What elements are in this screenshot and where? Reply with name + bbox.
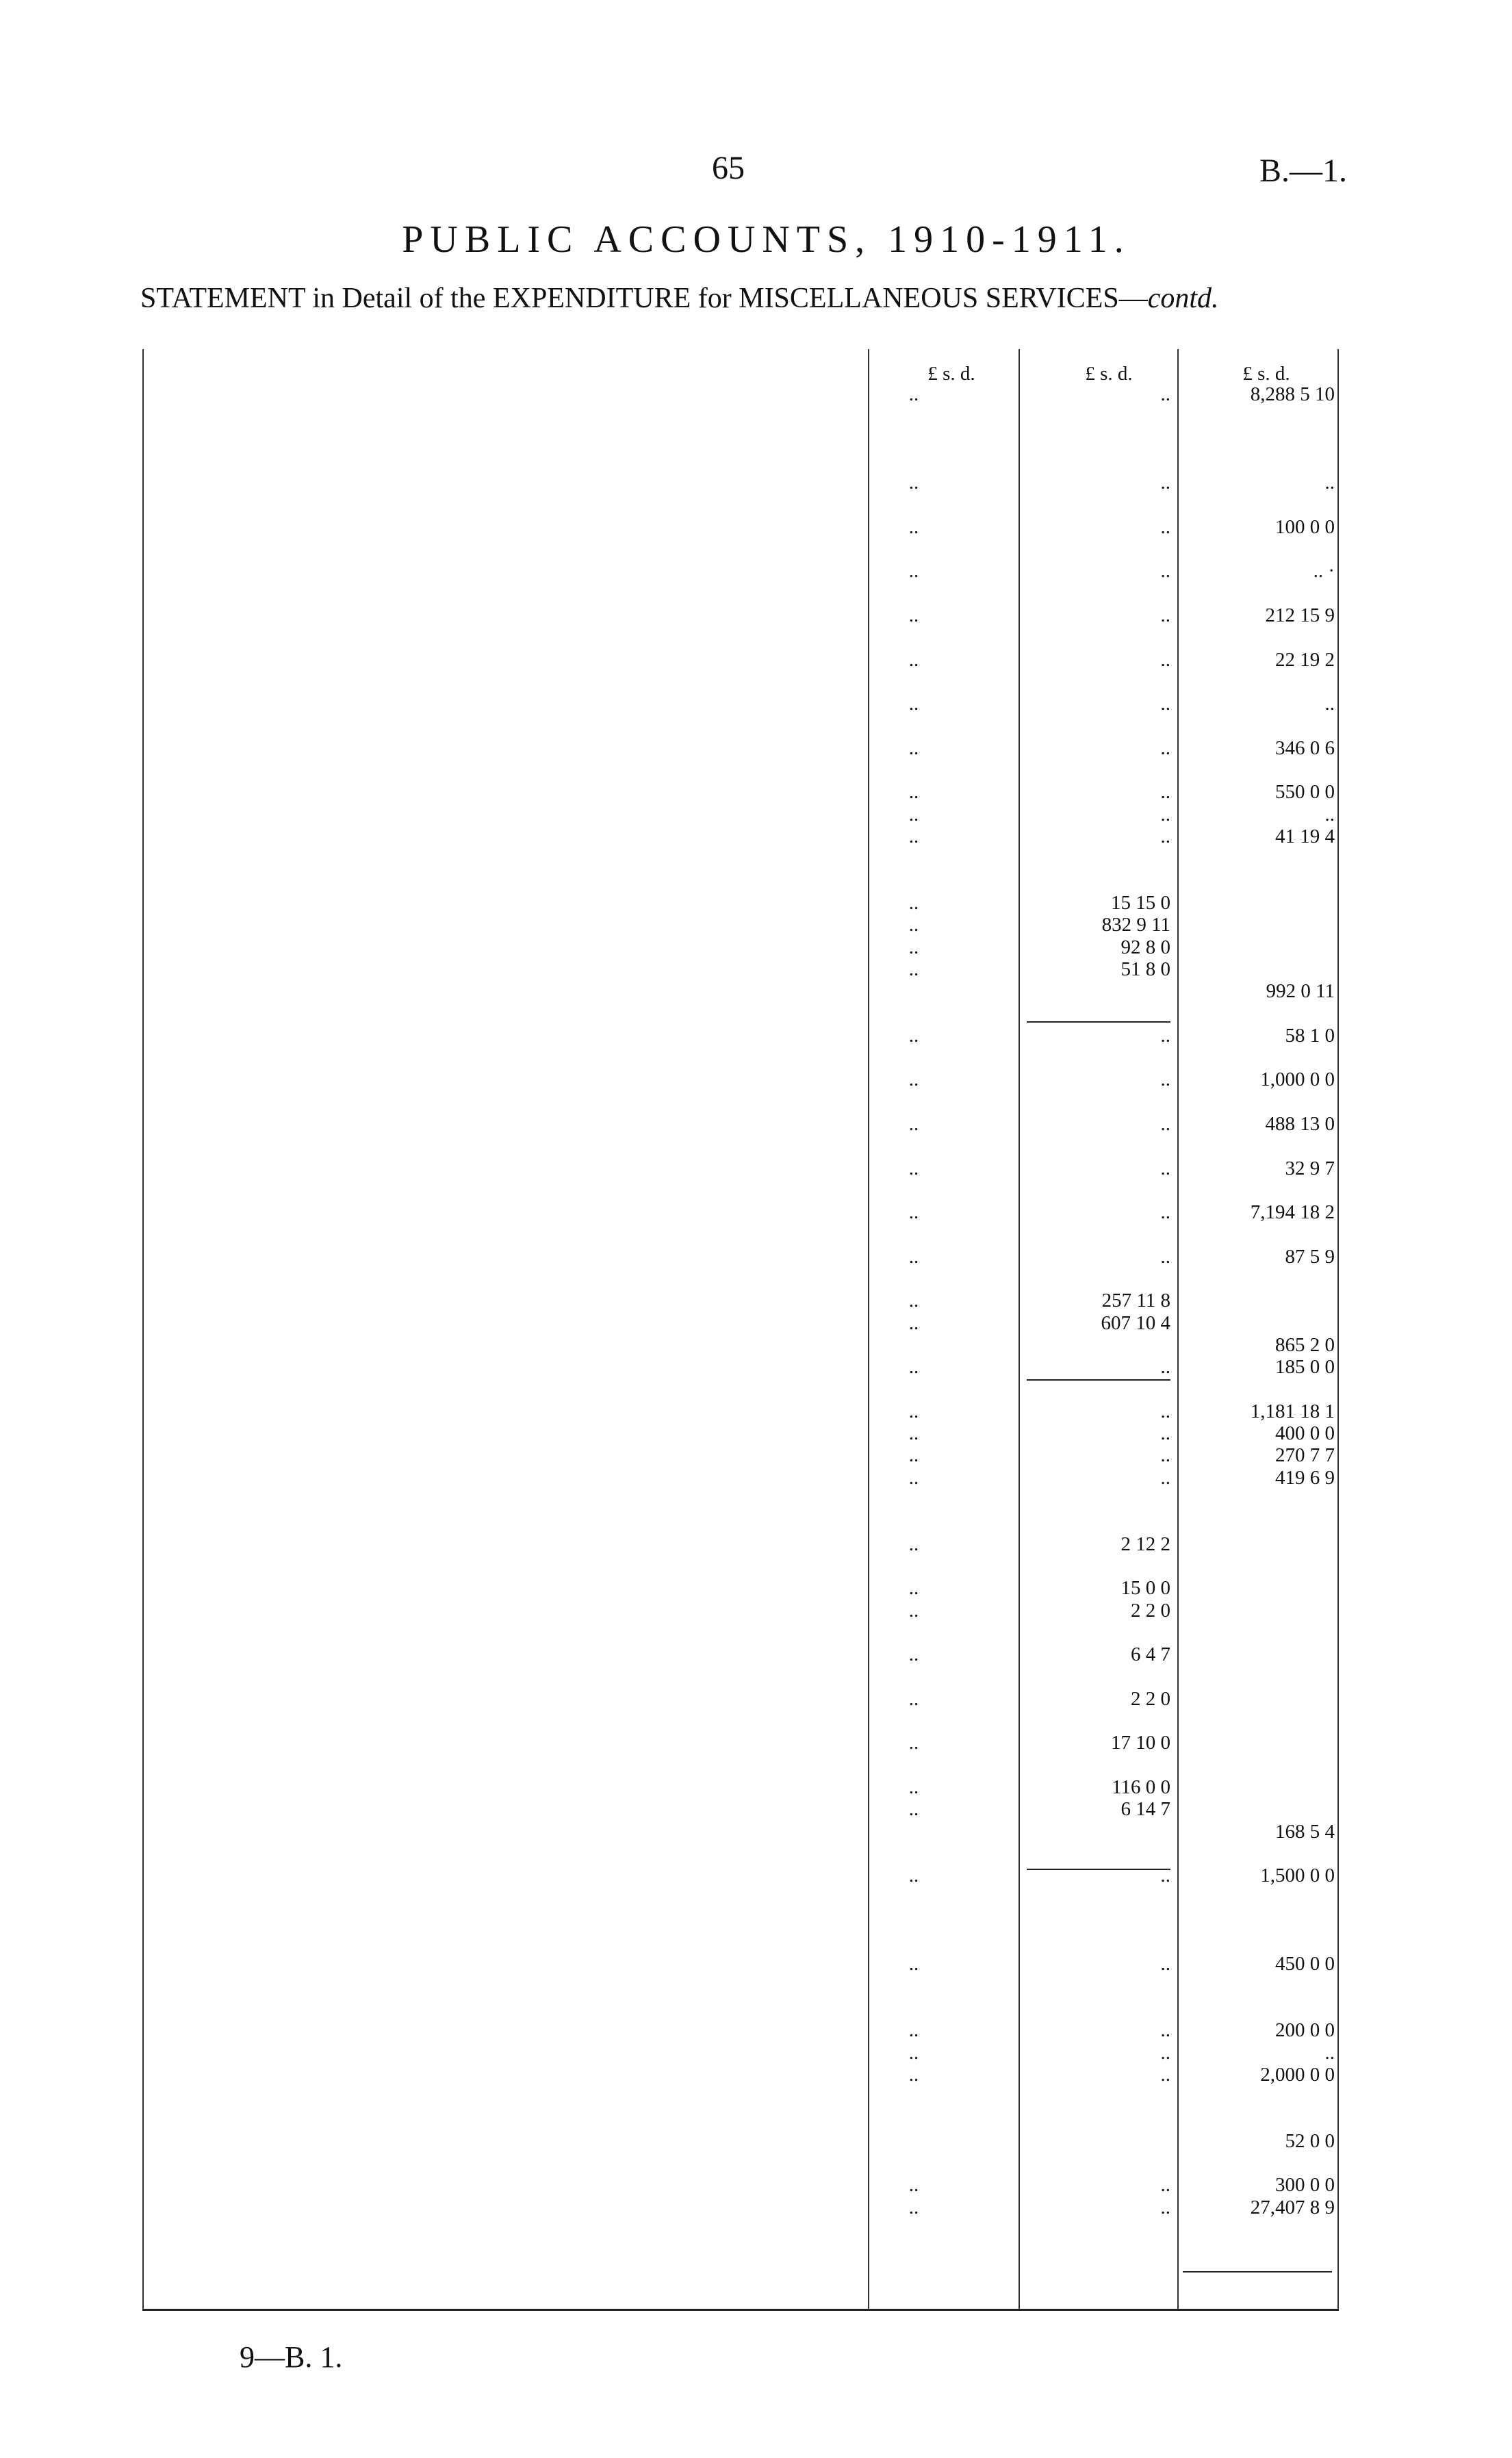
amount-col-1: ..	[908, 1643, 919, 1666]
amount-col-2: 51 8 0	[1120, 958, 1170, 980]
amount-col-1: ..	[908, 648, 919, 671]
amount-col-3: 32 9 7	[1285, 1157, 1335, 1179]
amount-col-1: ..	[908, 1245, 919, 1268]
amount-col-1: ..	[908, 1400, 919, 1422]
amount-col-3: .. ·	[1313, 560, 1335, 583]
amount-col-3: 450 0 0	[1275, 1953, 1335, 1975]
amount-col-1: ..	[908, 1422, 919, 1445]
amount-col-2: 15 15 0	[1111, 891, 1170, 914]
amount-col-3: 346 0 6	[1275, 737, 1335, 759]
amount-col-1: ..	[908, 1953, 919, 1975]
amount-col-1: ..	[908, 1068, 919, 1091]
amount-col-3: 400 0 0	[1275, 1422, 1335, 1445]
amount-col-2: 2 2 0	[1131, 1687, 1170, 1710]
column-header-1: £ s. d.	[927, 363, 975, 385]
amount-col-2: ..	[1160, 1865, 1170, 1887]
amount-col-3: ..	[1324, 472, 1335, 494]
amount-col-2: ..	[1160, 825, 1170, 847]
amount-col-2: ..	[1160, 1024, 1170, 1047]
amount-col-2: 116 0 0	[1112, 1776, 1170, 1798]
amount-col-2: ..	[1160, 2041, 1170, 2064]
amount-col-3: 7,194 18 2	[1250, 1201, 1335, 1224]
amount-col-2: ..	[1160, 383, 1170, 405]
amount-col-1: ..	[908, 1577, 919, 1600]
amount-col-2: ..	[1160, 1201, 1170, 1224]
amount-col-2: ..	[1160, 1157, 1170, 1179]
amount-col-1: ..	[908, 1290, 919, 1312]
column-header-2: £ s. d.	[1085, 363, 1133, 385]
amount-col-1: ..	[908, 1732, 919, 1754]
amount-col-2: ..	[1160, 560, 1170, 583]
amount-col-1: ..	[908, 604, 919, 626]
amount-col-1: ..	[908, 1798, 919, 1821]
amount-col-1: ..	[908, 737, 919, 759]
amount-col-3: 1,000 0 0	[1260, 1068, 1335, 1091]
amount-col-2: ..	[1160, 604, 1170, 626]
subtotal-rule	[1027, 1379, 1170, 1381]
amount-col-2: 2 12 2	[1120, 1533, 1170, 1555]
amount-col-2: 17 10 0	[1111, 1732, 1170, 1754]
amount-col-3: ..	[1324, 693, 1335, 715]
amount-col-3: 419 6 9	[1275, 1466, 1335, 1489]
amount-col-1: ..	[908, 1865, 919, 1887]
amount-col-2: ..	[1160, 781, 1170, 804]
amount-col-2: ..	[1160, 2174, 1170, 2197]
amount-col-1: ..	[908, 958, 919, 980]
subtitle-main: STATEMENT in Detail of the EXPENDITURE for MISCELLANEOUS SERVICES—	[140, 283, 1148, 314]
amount-col-3: 992 0 11	[1266, 980, 1335, 1003]
amount-col-3: 52 0 0	[1285, 2129, 1335, 2152]
amount-col-1: ..	[908, 1356, 919, 1379]
subtotal-rule	[1027, 1869, 1170, 1870]
amount-col-2: 2 2 0	[1131, 1599, 1170, 1622]
amount-col-1: ..	[908, 472, 919, 494]
amount-col-1: ..	[908, 1112, 919, 1135]
amount-col-2: ..	[1160, 1245, 1170, 1268]
amount-col-2: ..	[1160, 1112, 1170, 1135]
amount-col-2: ..	[1160, 2196, 1170, 2218]
amount-col-3: 488 13 0	[1265, 1112, 1335, 1135]
amount-col-2: ..	[1160, 1422, 1170, 1445]
amount-col-2: 6 4 7	[1131, 1643, 1170, 1666]
amount-col-2: ..	[1160, 648, 1170, 671]
amount-col-1: ..	[908, 383, 919, 405]
amount-col-1: ..	[908, 1533, 919, 1555]
amount-col-2: ..	[1160, 1953, 1170, 1975]
amount-col-2: ..	[1160, 737, 1170, 759]
amount-col-3: 270 7 7	[1275, 1444, 1335, 1467]
amount-col-2: ..	[1160, 1444, 1170, 1467]
amount-col-2: ..	[1160, 1068, 1170, 1091]
amount-col-2: 607 10 4	[1101, 1311, 1170, 1334]
page-footer: 9—B. 1.	[240, 2340, 343, 2374]
amount-col-1: ..	[908, 515, 919, 538]
amount-col-2: ..	[1160, 2019, 1170, 2042]
amount-col-3: 1,500 0 0	[1260, 1865, 1335, 1887]
amount-col-3: 41 19 4	[1275, 825, 1335, 847]
amount-col-1: ..	[908, 1311, 919, 1334]
amount-col-2: ..	[1160, 803, 1170, 825]
amount-col-2: ..	[1160, 1356, 1170, 1379]
amount-col-3: 87 5 9	[1285, 1245, 1335, 1268]
amount-col-2: 15 0 0	[1120, 1577, 1170, 1600]
total-rule	[1183, 2271, 1332, 2273]
amount-col-3: 300 0 0	[1275, 2174, 1335, 2197]
amount-col-1: ..	[908, 1599, 919, 1622]
amount-col-1: ..	[908, 1157, 919, 1179]
amount-col-3: 27,407 8 9	[1250, 2196, 1335, 2218]
amount-col-3: 550 0 0	[1275, 781, 1335, 804]
amount-col-2: ..	[1160, 693, 1170, 715]
amount-col-3: 100 0 0	[1275, 515, 1335, 538]
amount-col-1: ..	[908, 1444, 919, 1467]
amount-col-1: ..	[908, 803, 919, 825]
amount-col-3: 168 5 4	[1275, 1820, 1335, 1843]
amount-col-3: 200 0 0	[1275, 2019, 1335, 2042]
amount-col-3: ..	[1324, 803, 1335, 825]
amount-col-3: ..	[1324, 2041, 1335, 2064]
amount-col-1: ..	[908, 1466, 919, 1489]
amount-col-3: 185 0 0	[1275, 1356, 1335, 1379]
amount-col-3: 212 15 9	[1265, 604, 1335, 626]
amount-col-2: 832 9 11	[1101, 914, 1170, 936]
amount-col-3: 58 1 0	[1285, 1024, 1335, 1047]
amount-col-1: ..	[908, 2196, 919, 2218]
subtotal-rule	[1027, 1021, 1170, 1023]
statement-subtitle	[140, 282, 1219, 315]
amount-col-1: ..	[908, 1776, 919, 1798]
amount-col-3: 22 19 2	[1275, 648, 1335, 671]
amount-col-3: 8,288 5 10	[1250, 383, 1335, 405]
amount-col-1: ..	[908, 2019, 919, 2042]
amount-col-2: ..	[1160, 1466, 1170, 1489]
amount-col-2: 6 14 7	[1120, 1798, 1170, 1821]
amount-col-2: ..	[1160, 2063, 1170, 2086]
amount-col-2: ..	[1160, 1400, 1170, 1422]
amount-col-1: ..	[908, 1687, 919, 1710]
amount-col-2: 92 8 0	[1120, 936, 1170, 958]
amount-col-1: ..	[908, 2041, 919, 2064]
amount-col-2: ..	[1160, 515, 1170, 538]
amount-col-3: 865 2 0	[1275, 1333, 1335, 1356]
amount-col-1: ..	[908, 2063, 919, 2086]
amount-col-3: 2,000 0 0	[1260, 2063, 1335, 2086]
document-reference: B.—1.	[1259, 153, 1348, 189]
amount-col-1: ..	[908, 2174, 919, 2197]
subtitle-contd: contd.	[1147, 283, 1219, 314]
amount-col-1: ..	[908, 781, 919, 804]
amount-col-1: ..	[908, 914, 919, 936]
amount-col-2: 257 11 8	[1101, 1290, 1170, 1312]
page-title: PUBLIC ACCOUNTS, 1910-1911.	[402, 218, 1131, 261]
amount-col-1: ..	[908, 1024, 919, 1047]
amount-col-1: ..	[908, 560, 919, 583]
column-header-3: £ s. d.	[1242, 363, 1290, 385]
amount-col-2: ..	[1160, 472, 1170, 494]
amount-col-1: ..	[908, 693, 919, 715]
amount-col-3: 1,181 18 1	[1250, 1400, 1335, 1422]
amount-col-1: ..	[908, 891, 919, 914]
amount-col-1: ..	[908, 1201, 919, 1224]
page-number: 65	[712, 150, 745, 186]
amount-col-1: ..	[908, 936, 919, 958]
amount-col-1: ..	[908, 825, 919, 847]
